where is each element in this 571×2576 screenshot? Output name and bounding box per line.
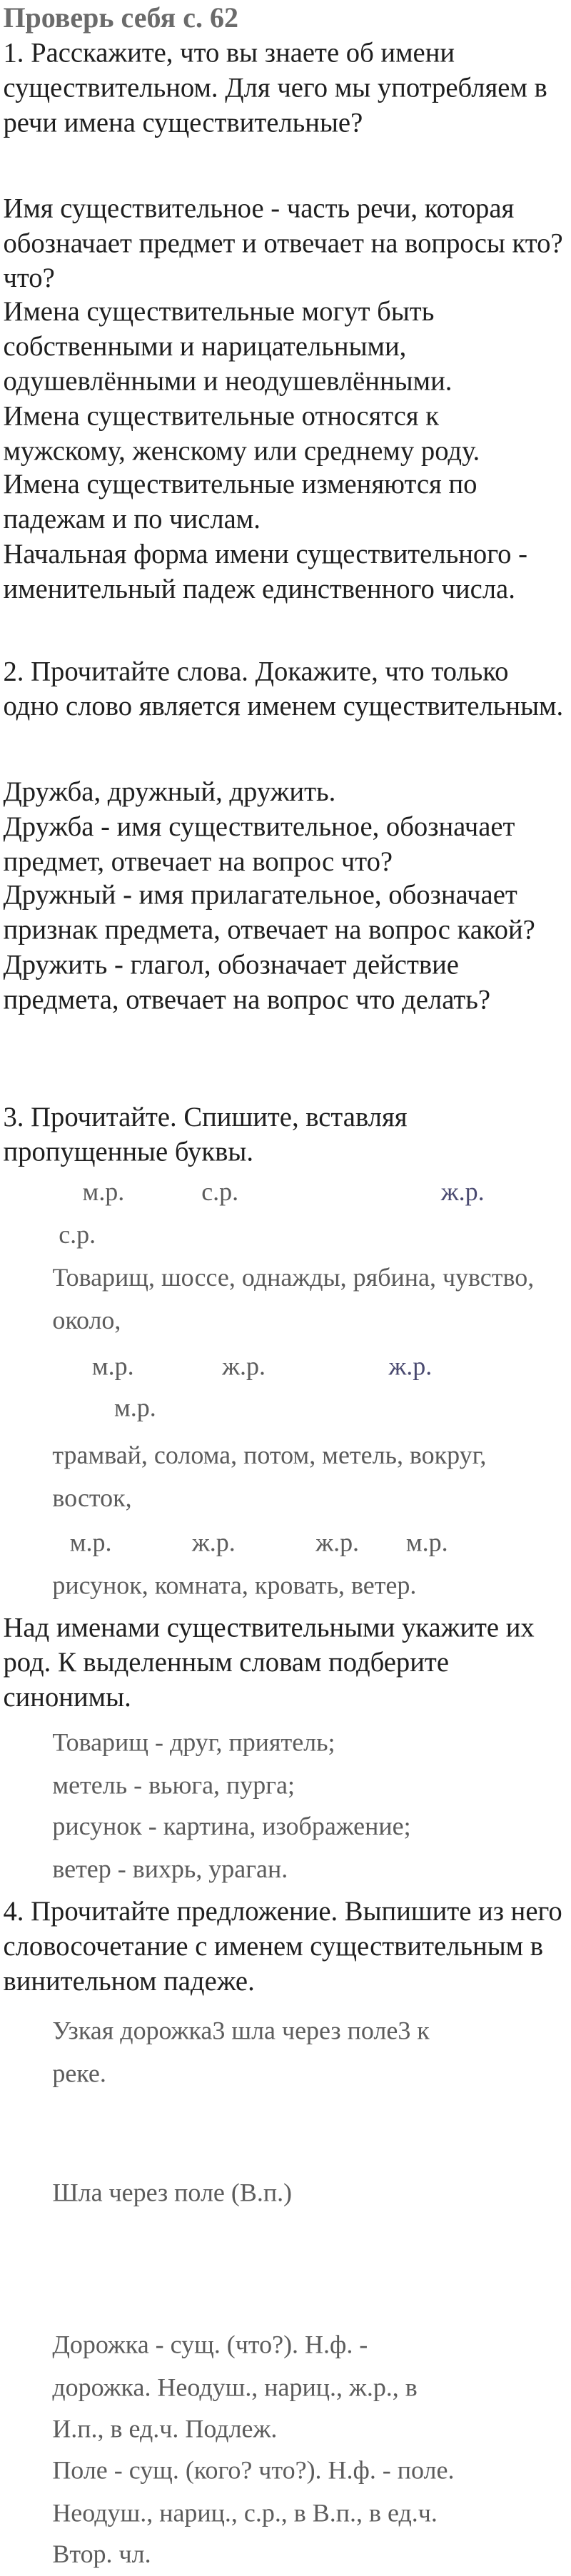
page-header: Проверь себя с. 62 — [3, 1, 238, 34]
sentence-line: Узкая дорожка3 шла через поле3 к — [52, 2017, 430, 2046]
q3-question: 3. Прочитайте. Спишите, вставляя пропущенные буквы. — [3, 1100, 408, 1167]
q2-question: 2. Прочитайте слова. Докажите, что только одно слово является именем существительным. — [3, 654, 564, 721]
q1-answer-line: Имена существительные изменяются по падежам и по числам. — [3, 468, 477, 535]
gender-label: м.р. — [91, 1352, 134, 1381]
q1-answer-line: Имя существительное - часть речи, которая обозначает предмет и отвечает на вопросы кто? что? — [3, 191, 563, 293]
q1-answer — [3, 192, 567, 607]
q1-answer-line: Имена существительные могут быть собственными и нарицательными, одушевлёнными и неодушевлёнными. — [3, 295, 453, 397]
q1-answer-line: Имена существительные относятся к мужскому, женскому или среднему роду. — [3, 399, 480, 466]
q4-sentence — [52, 2011, 567, 2096]
gender-label: ж.р. — [388, 1352, 433, 1381]
q2-answer-line: Дружный - имя прилагательное, обозначает признак предмета, отвечает на вопрос какой? — [3, 878, 535, 945]
q3-synonyms — [52, 1722, 567, 1891]
q2-answer-line: Дружба - имя существительное, обозначает предмет, отвечает на вопрос что? — [3, 810, 515, 876]
gender-label: ж.р. — [191, 1528, 236, 1558]
analysis-line: Неодуш., нариц., с.р., в В.п., в ед.ч. — [52, 2498, 438, 2527]
gender-label: м.р. — [69, 1528, 112, 1558]
q2-answer — [3, 776, 567, 1018]
q4-analysis — [52, 2325, 567, 2576]
synonym-line: метель - вьюга, пурга; — [52, 1770, 295, 1800]
q1-question: 1. Расскажите, что вы знаете об имени существительном. Для чего мы употребляем в речи имена существительные? — [3, 36, 547, 138]
analysis-line: Дорожка - сущ. (что?). Н.ф. - — [52, 2331, 368, 2361]
q4-question: 4. Прочитайте предложение. Выпишите из него словосочетание с именем существительным в винительном падеже. — [3, 1895, 562, 1996]
q3-words-1: Товарищ, шоссе, однажды, рябина, чувство, около, — [52, 1264, 535, 1335]
synonym-line: рисунок - картина, изображение; — [52, 1812, 411, 1842]
synonym-line: ветер - вихрь, ураган. — [52, 1855, 288, 1885]
gender-label: ж.р. — [315, 1528, 360, 1558]
analysis-line: дорожка. Неодуш., нариц., ж.р., в — [52, 2373, 418, 2402]
gender-label: ж.р. — [440, 1178, 485, 1207]
gender-label: с.р. — [59, 1221, 96, 1250]
analysis-line: Поле - сущ. (кого? что?). Н.ф. - поле. — [52, 2457, 455, 2486]
sentence-line: реке. — [52, 2059, 106, 2088]
q1-answer-line: Начальная форма имени существительного - именительный падеж единственного числа. — [3, 537, 528, 604]
q3-words-2: трамвай, солома, потом, метель, вокруг, восток, — [52, 1441, 487, 1513]
gender-label: м.р. — [113, 1394, 156, 1423]
q3-task: Над именами существительными укажите их род. К выделенным словам подберите синонимы. — [3, 1611, 535, 1713]
gender-label: с.р. — [201, 1178, 239, 1207]
q2-answer-line: Дружба, дружный, дружить. — [3, 775, 336, 808]
analysis-line: И.п., в ед.ч. Подлеж. — [52, 2415, 278, 2444]
synonym-line: Товарищ - друг, приятель; — [52, 1728, 335, 1758]
q4-phrase: Шла через поле (В.п.) — [52, 2179, 293, 2208]
gender-label: ж.р. — [222, 1352, 266, 1381]
gender-label: м.р. — [405, 1528, 448, 1558]
gender-label: м.р. — [82, 1178, 125, 1207]
analysis-line: Втор. чл. — [52, 2540, 151, 2570]
q2-answer-line: Дружить - глагол, обозначает действие предмета, отвечает на вопрос что делать? — [3, 948, 491, 1015]
q3-words-3: рисунок, комната, кровать, ветер. — [52, 1571, 417, 1601]
